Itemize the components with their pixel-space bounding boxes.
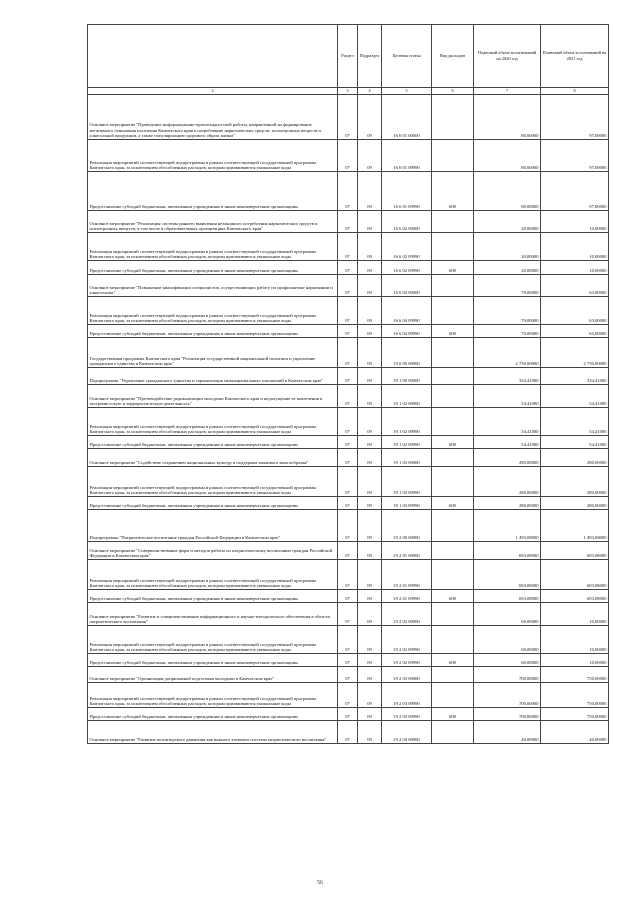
row-amount-2021: 63,00000 <box>541 275 609 297</box>
row-description: Предоставление субсидий бюджетным, автономным учреждениям и иным некоммерческим организациям <box>88 497 338 510</box>
row-expense-type <box>432 510 474 542</box>
row-target-article: 16 6 01 00000 <box>382 95 432 140</box>
row-description: Предоставление субсидий бюджетным, автономным учреждениям и иным некоммерческим организациям <box>88 436 338 449</box>
row-target-article: 16 6 04 09990 <box>382 325 432 338</box>
row-amount-2020: 334,41000 <box>474 368 541 385</box>
table-row <box>88 626 609 654</box>
row-expense-type <box>432 368 474 385</box>
row-podrazdel: 09 <box>358 603 382 626</box>
row-expense-type <box>432 603 474 626</box>
row-razdel: 07 <box>338 497 358 510</box>
row-description: Основное мероприятие "Совершенствование форм и методов работы по патриотическому воспитанию граждан Российской Федерации в Камчатском крае" <box>88 542 338 560</box>
row-amount-2021: 1 493,08000 <box>541 510 609 542</box>
row-amount-2020: 40,00000 <box>474 721 541 744</box>
table-header-row <box>88 25 609 88</box>
row-podrazdel: 09 <box>358 467 382 497</box>
row-target-article: 16 6 01 09990 <box>382 140 432 172</box>
row-podrazdel: 09 <box>358 408 382 436</box>
row-description: Подпрограмма "Укрепление гражданского единства и гармонизация межнациональных отношений в Камчатском крае" <box>88 368 338 385</box>
row-expense-type <box>432 467 474 497</box>
row-amount-2021: 693,08000 <box>541 590 609 603</box>
table-row <box>88 590 609 603</box>
row-podrazdel: 09 <box>358 261 382 275</box>
row-razdel: 07 <box>338 560 358 590</box>
col-number: 3 <box>338 88 358 95</box>
row-target-article: 19 2 03 09990 <box>382 708 432 721</box>
row-target-article: 19 2 02 09990 <box>382 626 432 654</box>
row-expense-type: 600 <box>432 172 474 211</box>
table-row <box>88 338 609 368</box>
header-target-article: Целевая статья <box>382 25 432 88</box>
row-amount-2021: 10,00000 <box>541 233 609 261</box>
row-razdel: 07 <box>338 510 358 542</box>
row-description: Основное мероприятие "Повышение квалификации специалистов, осуществляющих работу по профилактике наркомании и алкоголизма" <box>88 275 338 297</box>
row-amount-2021: 280,00000 <box>541 449 609 467</box>
table-row <box>88 721 609 744</box>
table-row <box>88 368 609 385</box>
row-target-article: 19 2 00 00000 <box>382 510 432 542</box>
row-target-article: 16 6 04 09990 <box>382 297 432 325</box>
row-amount-2021: 750,00000 <box>541 683 609 708</box>
table-row <box>88 683 609 708</box>
row-expense-type: 600 <box>432 590 474 603</box>
row-podrazdel: 09 <box>358 233 382 261</box>
row-razdel: 07 <box>338 140 358 172</box>
row-razdel: 07 <box>338 233 358 261</box>
table-row <box>88 261 609 275</box>
row-description: Реализация мероприятий соответствующей подпрограммы в рамках соответствующей государственной программы Камчатского края, за исключением обособленных расходов, которым присваиваются уникальные коды <box>88 467 338 497</box>
row-description: Предоставление субсидий бюджетным, автономным учреждениям и иным некоммерческим организациям <box>88 261 338 275</box>
row-expense-type: 600 <box>432 325 474 338</box>
row-amount-2021: 334,41000 <box>541 368 609 385</box>
row-podrazdel: 09 <box>358 510 382 542</box>
row-expense-type: 600 <box>432 708 474 721</box>
row-amount-2020: 70,00000 <box>474 325 541 338</box>
header-2020-volume: Плановый объем ассигнований на 2020 год <box>474 25 541 88</box>
row-expense-type <box>432 449 474 467</box>
row-expense-type <box>432 542 474 560</box>
row-expense-type: 600 <box>432 654 474 667</box>
row-amount-2021: 63,00000 <box>541 325 609 338</box>
row-razdel: 07 <box>338 542 358 560</box>
row-amount-2021: 54,41000 <box>541 436 609 449</box>
row-amount-2020: 2 750,00000 <box>474 338 541 368</box>
row-podrazdel: 09 <box>358 708 382 721</box>
row-target-article: 19 1 02 09990 <box>382 408 432 436</box>
row-expense-type <box>432 721 474 744</box>
row-target-article: 19 1 00 00000 <box>382 368 432 385</box>
row-razdel: 07 <box>338 467 358 497</box>
row-target-article: 16 6 01 09990 <box>382 172 432 211</box>
row-amount-2021: 40,00000 <box>541 721 609 744</box>
table-row <box>88 449 609 467</box>
row-amount-2020: 20,00000 <box>474 261 541 275</box>
row-amount-2020: 70,00000 <box>474 297 541 325</box>
table-row <box>88 211 609 233</box>
table-row <box>88 275 609 297</box>
header-2021-volume: Плановый объем ассигнований на 2021 год <box>541 25 609 88</box>
row-amount-2021: 280,00000 <box>541 497 609 510</box>
row-amount-2021: 10,00000 <box>541 211 609 233</box>
row-description: Основное мероприятие "Организация допризывной подготовки молодежи в Камчатском крае" <box>88 667 338 683</box>
row-expense-type <box>432 233 474 261</box>
row-podrazdel: 09 <box>358 211 382 233</box>
row-razdel: 07 <box>338 211 358 233</box>
table-row <box>88 654 609 667</box>
table-row <box>88 297 609 325</box>
table-row <box>88 385 609 408</box>
row-description: Реализация мероприятий соответствующей подпрограммы в рамках соответствующей государственной программы Камчатского края, за исключением обособленных расходов, которым присваиваются уникальные коды <box>88 233 338 261</box>
row-amount-2020: 700,00000 <box>474 667 541 683</box>
row-expense-type <box>432 626 474 654</box>
col-number: 5 <box>382 88 432 95</box>
row-razdel: 07 <box>338 408 358 436</box>
page-number: 56 <box>317 880 323 886</box>
col-number: 8 <box>541 88 609 95</box>
table-row <box>88 172 609 211</box>
row-razdel: 07 <box>338 297 358 325</box>
row-razdel: 07 <box>338 338 358 368</box>
row-podrazdel: 09 <box>358 626 382 654</box>
header-name <box>88 25 338 88</box>
row-expense-type <box>432 560 474 590</box>
row-target-article: 19 1 03 09990 <box>382 467 432 497</box>
row-razdel: 07 <box>338 626 358 654</box>
row-razdel: 07 <box>338 95 358 140</box>
table-row <box>88 436 609 449</box>
col-number: 4 <box>358 88 382 95</box>
row-description: Предоставление субсидий бюджетным, автономным учреждениям и иным некоммерческим организациям <box>88 172 338 211</box>
row-target-article: 16 6 02 09990 <box>382 261 432 275</box>
row-amount-2020: 54,41000 <box>474 408 541 436</box>
table-row <box>88 603 609 626</box>
column-number-row <box>88 88 609 95</box>
row-podrazdel: 09 <box>358 497 382 510</box>
row-razdel: 07 <box>338 603 358 626</box>
budget-table <box>87 24 609 744</box>
row-amount-2020: 54,41000 <box>474 436 541 449</box>
row-amount-2021: 54,41000 <box>541 408 609 436</box>
row-description: Основное мероприятие "Проведение информационно-пропагандистской работы, направленной на формирование негативного отношения населения Камчатского края к потреблению наркотических средств, психотропных веществ и алкогольной продукции, а также популяризацию здорового образа жизни" <box>88 95 338 140</box>
row-description: Основное мероприятие "Реализация системы раннего выявления незаконного потребления наркотических средств и психотропных веществ, в том числе в образовательных организациях Камчатского края" <box>88 211 338 233</box>
row-razdel: 07 <box>338 261 358 275</box>
table-row <box>88 95 609 140</box>
row-podrazdel: 09 <box>358 385 382 408</box>
row-target-article: 19 2 01 00000 <box>382 542 432 560</box>
row-podrazdel: 09 <box>358 140 382 172</box>
row-target-article: 19 1 03 00000 <box>382 449 432 467</box>
row-razdel: 07 <box>338 721 358 744</box>
table-row <box>88 667 609 683</box>
row-podrazdel: 09 <box>358 683 382 708</box>
row-amount-2021: 10,00000 <box>541 626 609 654</box>
row-amount-2020: 60,00000 <box>474 654 541 667</box>
row-razdel: 07 <box>338 683 358 708</box>
header-podrazdel: Подраздел <box>358 25 382 88</box>
row-amount-2021: 693,08000 <box>541 542 609 560</box>
row-amount-2021: 10,00000 <box>541 603 609 626</box>
row-expense-type <box>432 275 474 297</box>
row-amount-2020: 693,08000 <box>474 560 541 590</box>
col-number: 6 <box>432 88 474 95</box>
row-razdel: 07 <box>338 654 358 667</box>
table-row <box>88 560 609 590</box>
table-row <box>88 510 609 542</box>
row-amount-2021: 2 750,00000 <box>541 338 609 368</box>
row-description: Предоставление субсидий бюджетным, автономным учреждениям и иным некоммерческим организациям <box>88 325 338 338</box>
row-amount-2021: 63,00000 <box>541 297 609 325</box>
row-target-article: 19 1 03 09990 <box>382 497 432 510</box>
row-description: Основное мероприятие "Противодействие радикализации молодежи Камчатского края и недопущение ее вовлечения в экстремистскую и террористическую деятельность" <box>88 385 338 408</box>
row-expense-type: 600 <box>432 261 474 275</box>
row-amount-2020: 80,00000 <box>474 95 541 140</box>
row-target-article: 19 2 02 00000 <box>382 603 432 626</box>
row-target-article: 16 6 02 09990 <box>382 233 432 261</box>
row-razdel: 07 <box>338 368 358 385</box>
row-expense-type <box>432 297 474 325</box>
row-amount-2021: 693,08000 <box>541 560 609 590</box>
row-podrazdel: 09 <box>358 542 382 560</box>
row-amount-2020: 80,00000 <box>474 140 541 172</box>
table-row <box>88 708 609 721</box>
row-description: Реализация мероприятий соответствующей подпрограммы в рамках соответствующей государственной программы Камчатского края, за исключением обособленных расходов, которым присваиваются уникальные коды <box>88 408 338 436</box>
row-target-article: 19 2 01 09990 <box>382 590 432 603</box>
row-amount-2020: 1 493,08000 <box>474 510 541 542</box>
row-target-article: 19 2 03 00000 <box>382 667 432 683</box>
row-amount-2021: 97,00000 <box>541 172 609 211</box>
row-razdel: 07 <box>338 385 358 408</box>
table-row <box>88 325 609 338</box>
row-description: Предоставление субсидий бюджетным, автономным учреждениям и иным некоммерческим организациям <box>88 654 338 667</box>
row-description: Основное мероприятие "Развитие волонтерского движения как важного элемента системы патриотического воспитания" <box>88 721 338 744</box>
table-row <box>88 467 609 497</box>
row-amount-2021: 10,00000 <box>541 261 609 275</box>
row-razdel: 07 <box>338 449 358 467</box>
col-number: 2 <box>88 88 338 95</box>
table-row <box>88 233 609 261</box>
row-amount-2021: 97,00000 <box>541 95 609 140</box>
row-target-article: 19 2 02 09990 <box>382 654 432 667</box>
row-description: Реализация мероприятий соответствующей подпрограммы в рамках соответствующей государственной программы Камчатского края, за исключением обособленных расходов, которым присваиваются уникальные коды <box>88 560 338 590</box>
row-podrazdel: 09 <box>358 297 382 325</box>
row-expense-type: 600 <box>432 436 474 449</box>
row-podrazdel: 09 <box>358 654 382 667</box>
row-amount-2020: 693,08000 <box>474 542 541 560</box>
row-description: Государственная программа Камчатского края "Реализация государственной национальной политики и укрепление гражданского единства в Камчатском крае" <box>88 338 338 368</box>
row-target-article: 16 6 02 00000 <box>382 211 432 233</box>
row-podrazdel: 09 <box>358 325 382 338</box>
row-expense-type <box>432 338 474 368</box>
row-podrazdel: 09 <box>358 368 382 385</box>
row-podrazdel: 09 <box>358 560 382 590</box>
table-row <box>88 542 609 560</box>
row-podrazdel: 09 <box>358 590 382 603</box>
row-amount-2021: 97,00000 <box>541 140 609 172</box>
row-amount-2020: 700,00000 <box>474 708 541 721</box>
row-razdel: 07 <box>338 275 358 297</box>
row-amount-2021: 54,41000 <box>541 385 609 408</box>
row-amount-2020: 60,00000 <box>474 626 541 654</box>
row-amount-2021: 10,00000 <box>541 654 609 667</box>
row-target-article: 19 1 02 09990 <box>382 436 432 449</box>
row-podrazdel: 09 <box>358 338 382 368</box>
row-expense-type <box>432 385 474 408</box>
row-razdel: 07 <box>338 667 358 683</box>
row-target-article: 19 2 01 09990 <box>382 560 432 590</box>
row-description: Реализация мероприятий соответствующей подпрограммы в рамках соответствующей государственной программы Камчатского края, за исключением обособленных расходов, которым присваиваются уникальные коды <box>88 626 338 654</box>
row-description: Предоставление субсидий бюджетным, автономным учреждениям и иным некоммерческим организациям <box>88 708 338 721</box>
row-target-article: 16 6 04 00000 <box>382 275 432 297</box>
row-target-article: 19 2 03 09990 <box>382 683 432 708</box>
row-amount-2020: 54,41000 <box>474 385 541 408</box>
row-target-article: 19 0 00 00000 <box>382 338 432 368</box>
row-description: Реализация мероприятий соответствующей подпрограммы в рамках соответствующей государственной программы Камчатского края, за исключением обособленных расходов, которым присваиваются уникальные коды <box>88 683 338 708</box>
row-podrazdel: 09 <box>358 721 382 744</box>
row-amount-2020: 60,00000 <box>474 603 541 626</box>
row-razdel: 07 <box>338 172 358 211</box>
row-amount-2020: 280,00000 <box>474 449 541 467</box>
row-razdel: 07 <box>338 708 358 721</box>
row-target-article: 19 1 02 00000 <box>382 385 432 408</box>
row-description: Реализация мероприятий соответствующей подпрограммы в рамках соответствующей государственной программы Камчатского края, за исключением обособленных расходов, которым присваиваются уникальные коды <box>88 140 338 172</box>
row-expense-type <box>432 95 474 140</box>
row-amount-2021: 750,00000 <box>541 667 609 683</box>
table-row <box>88 140 609 172</box>
row-description: Подпрограмма "Патриотическое воспитание граждан Российской Федерации в Камчатском крае" <box>88 510 338 542</box>
col-number: 7 <box>474 88 541 95</box>
row-amount-2020: 280,00000 <box>474 467 541 497</box>
table-row <box>88 497 609 510</box>
row-description: Предоставление субсидий бюджетным, автономным учреждениям и иным некоммерческим организациям <box>88 590 338 603</box>
row-amount-2020: 20,00000 <box>474 211 541 233</box>
row-amount-2020: 693,08000 <box>474 590 541 603</box>
row-podrazdel: 09 <box>358 449 382 467</box>
row-razdel: 07 <box>338 325 358 338</box>
header-razdel: Раздел <box>338 25 358 88</box>
row-expense-type <box>432 140 474 172</box>
row-razdel: 07 <box>338 436 358 449</box>
row-podrazdel: 09 <box>358 172 382 211</box>
row-expense-type <box>432 683 474 708</box>
row-amount-2021: 280,00000 <box>541 467 609 497</box>
row-description: Основное мероприятие "Развитие и совершенствование информационного и научно-методического обеспечения в области патриотического воспитания" <box>88 603 338 626</box>
row-expense-type: 600 <box>432 497 474 510</box>
row-podrazdel: 09 <box>358 275 382 297</box>
table-row <box>88 408 609 436</box>
row-target-article: 19 2 04 00000 <box>382 721 432 744</box>
row-amount-2020: 70,00000 <box>474 275 541 297</box>
row-amount-2020: 700,00000 <box>474 683 541 708</box>
header-expense-type: Вид расходов <box>432 25 474 88</box>
row-expense-type <box>432 211 474 233</box>
row-amount-2020: 20,00000 <box>474 233 541 261</box>
row-amount-2020: 280,00000 <box>474 497 541 510</box>
row-amount-2021: 750,00000 <box>541 708 609 721</box>
row-expense-type <box>432 408 474 436</box>
row-razdel: 07 <box>338 590 358 603</box>
row-podrazdel: 09 <box>358 95 382 140</box>
row-podrazdel: 09 <box>358 667 382 683</box>
row-amount-2020: 80,00000 <box>474 172 541 211</box>
row-description: Основное мероприятие "Содействие сохранению национальных культур и поддержка языкового многообразия" <box>88 449 338 467</box>
row-description: Реализация мероприятий соответствующей подпрограммы в рамках соответствующей государственной программы Камчатского края, за исключением обособленных расходов, которым присваиваются уникальные коды <box>88 297 338 325</box>
row-podrazdel: 09 <box>358 436 382 449</box>
row-expense-type <box>432 667 474 683</box>
